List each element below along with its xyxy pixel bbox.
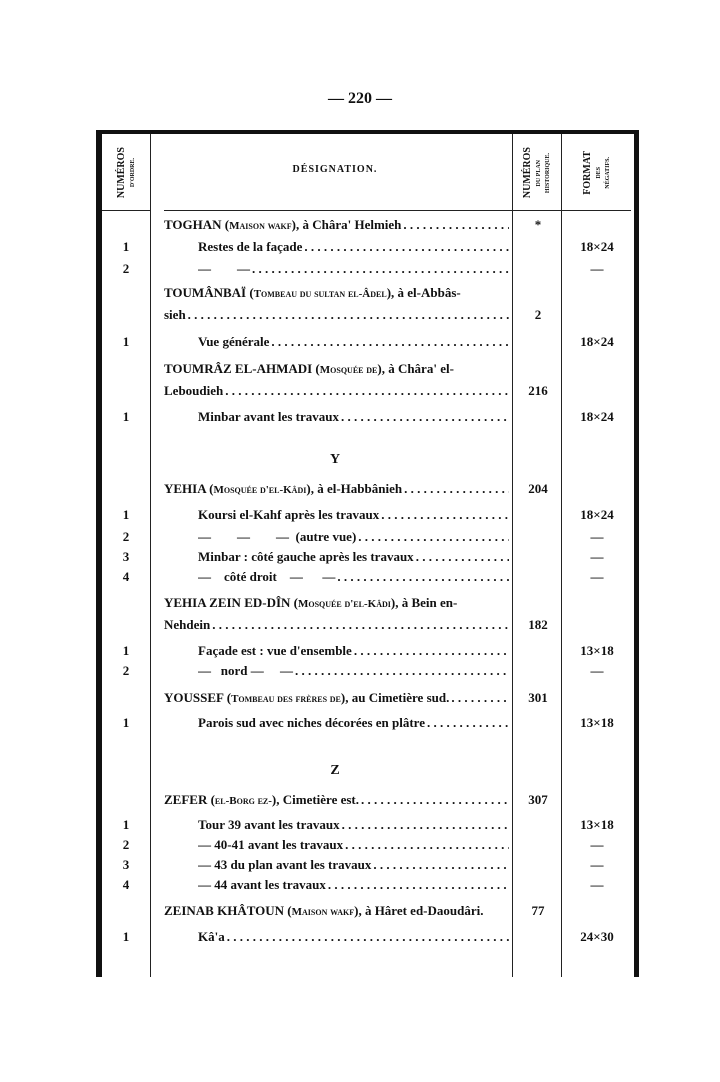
monument-designation (164, 283, 509, 304)
dot-leader (416, 547, 509, 567)
dot-leader (403, 215, 509, 236)
order-number: 1 (122, 239, 130, 254)
plan-number: 2 (534, 307, 542, 322)
negative-format: 13×18 (580, 715, 614, 730)
designation-text: — nord — — (198, 663, 293, 678)
table-row (102, 283, 634, 303)
order-number: 3 (122, 549, 130, 564)
designation (198, 661, 509, 681)
designation-text: Restes de la façade (198, 239, 303, 254)
order-number: 2 (122, 837, 130, 852)
order-number: 1 (122, 409, 130, 424)
dot-leader (381, 505, 509, 525)
header-rule (102, 210, 150, 211)
negative-format: 13×18 (580, 817, 614, 832)
table-row (102, 641, 634, 661)
monument-designation (164, 688, 509, 709)
monument-designation (164, 901, 509, 922)
dot-leader (342, 815, 509, 835)
dot-leader (451, 688, 509, 709)
header-rule (164, 210, 512, 211)
header-text: DU PLAN (536, 159, 542, 187)
designation-text (164, 215, 401, 236)
plan-number: 204 (528, 481, 548, 496)
designation-text: Leboudieh (164, 383, 224, 398)
header-numero-ordre (102, 140, 150, 206)
designation (198, 875, 509, 895)
designation (198, 927, 509, 947)
type-small-caps: Mosquée de (319, 364, 378, 376)
designation (164, 381, 509, 401)
location: ), à Hâret ed-Daoudâri. (354, 903, 484, 918)
location: ), à el-Abbâs- (386, 285, 461, 300)
table-row (102, 407, 634, 427)
dot-leader (361, 790, 509, 811)
section-letter: Y (329, 452, 341, 467)
name: YEHIA ( (164, 481, 214, 496)
order-number: 2 (122, 261, 130, 276)
table-row (102, 615, 634, 635)
name: ZEINAB KHÂTOUN ( (164, 903, 292, 918)
designation (164, 615, 509, 635)
location: ), à Bein en- (390, 595, 458, 610)
designation (164, 305, 509, 325)
designation-text: Tour 39 avant les travaux (198, 817, 340, 832)
table-row (102, 790, 634, 810)
dot-leader (427, 713, 509, 733)
order-number: 1 (122, 334, 130, 349)
location: ), au Cimetière sud. (340, 690, 450, 705)
type-small-caps: Tombeau des frères de (231, 693, 341, 705)
designation-text: Koursi el-Kahf après les travaux (198, 507, 380, 522)
order-number: 1 (122, 715, 130, 730)
order-number: 2 (122, 529, 130, 544)
header-rule (561, 210, 631, 211)
designation-text: Vue générale (198, 334, 270, 349)
type-small-caps: Mosquée d'el-Kâdi (298, 598, 391, 610)
header-text: NUMÉROS (522, 147, 533, 199)
table-row (102, 593, 634, 613)
negative-format: — (590, 569, 604, 584)
order-number: 4 (122, 569, 130, 584)
dot-leader (404, 479, 509, 500)
location: ), à Châra' el- (377, 361, 454, 376)
table-row (102, 815, 634, 835)
dot-leader (188, 305, 509, 325)
dot-leader (225, 381, 509, 401)
designation-text (164, 790, 359, 811)
monument-designation (164, 479, 509, 500)
dot-leader (227, 927, 509, 947)
designation-text (164, 479, 402, 500)
table-row (102, 332, 634, 352)
inventory-table (96, 130, 639, 977)
table-row (102, 237, 634, 257)
designation (198, 641, 509, 661)
name: TOGHAN ( (164, 217, 230, 232)
designation (198, 237, 509, 257)
designation-text: — 44 avant les travaux (198, 877, 326, 892)
designation-text: Parois sud avec niches décorées en plâtre (198, 715, 425, 730)
header-format (561, 140, 631, 206)
order-number: 1 (122, 929, 130, 944)
dot-leader (341, 407, 509, 427)
negative-format: 18×24 (580, 507, 614, 522)
name: TOUMÂNBAÏ ( (164, 285, 254, 300)
dot-leader (295, 661, 509, 681)
header-text: HISTORIQUE. (545, 152, 551, 194)
table-row (102, 661, 634, 681)
page-number: — 220 — (328, 90, 392, 107)
header-numero-plan (512, 140, 561, 206)
table-row (102, 215, 634, 235)
table-row (102, 305, 634, 325)
dot-leader (337, 567, 509, 587)
plan-number: 182 (528, 617, 548, 632)
negative-format: — (590, 261, 604, 276)
designation (198, 332, 509, 352)
designation (198, 835, 509, 855)
name: YOUSSEF ( (164, 690, 232, 705)
dot-leader (328, 875, 509, 895)
designation-text: Façade est : vue d'ensemble (198, 643, 352, 658)
designation-text (164, 688, 449, 709)
negative-format: — (590, 877, 604, 892)
table-row (102, 927, 634, 947)
designation-text: sieh (164, 307, 186, 322)
designation-text (164, 901, 484, 922)
monument-designation (164, 593, 509, 614)
table-row (102, 527, 634, 547)
table-row (102, 688, 634, 708)
negative-format: — (590, 837, 604, 852)
designation-text: Minbar avant les travaux (198, 409, 339, 424)
type-small-caps: Maison wakf (229, 220, 292, 232)
table-row (102, 479, 634, 499)
designation (198, 259, 509, 279)
order-number: 1 (122, 817, 130, 832)
table-row (102, 713, 634, 733)
dot-leader (252, 259, 509, 279)
type-small-caps: Maison wakf (291, 906, 355, 918)
table-row (102, 505, 634, 525)
header-text: NÉGATIFS. (604, 157, 611, 189)
header-text: NUMÉROS (116, 147, 127, 199)
negative-format: 18×24 (580, 239, 614, 254)
dot-leader (271, 332, 509, 352)
designation-text: — — (198, 261, 250, 276)
negative-format: — (590, 663, 604, 678)
designation-text: Nehdein (164, 617, 211, 632)
monument-designation (164, 359, 509, 380)
order-number: 1 (122, 643, 130, 658)
dot-leader (373, 855, 509, 875)
plan-number: 77 (531, 903, 545, 918)
header-rule (512, 210, 561, 211)
location: ), à el-Habbânieh (306, 481, 403, 496)
designation (198, 505, 509, 525)
location: ), à Châra' Helmieh (291, 217, 402, 232)
table-row (102, 875, 634, 895)
designation (198, 855, 509, 875)
plan-number: * (534, 217, 542, 232)
dot-leader (354, 641, 509, 661)
section-letter: Z (330, 763, 340, 778)
designation (198, 527, 509, 547)
table-row (102, 835, 634, 855)
designation-text: — côté droit — — (198, 569, 336, 584)
plan-number: 216 (528, 383, 548, 398)
designation-text: — 40-41 avant les travaux (198, 837, 344, 852)
dot-leader (304, 237, 509, 257)
type-small-caps: Mosquée d'el-Kâdi (213, 484, 307, 496)
table-row (102, 567, 634, 587)
name: TOUMRÂZ EL-AHMADI ( (164, 361, 320, 376)
designation-text (164, 593, 457, 614)
designation-text: — — — (autre vue) (198, 529, 357, 544)
designation-text: — 43 du plan avant les travaux (198, 857, 372, 872)
table-row (102, 381, 634, 401)
type-small-caps: Tombeau du sultan el-Âdel (253, 288, 387, 300)
location: ), Cimetière est. (271, 792, 360, 807)
designation-text (164, 359, 454, 380)
dot-leader (345, 835, 509, 855)
header-text: FORMAT (581, 151, 593, 195)
order-number: 3 (122, 857, 130, 872)
order-number: 1 (122, 507, 130, 522)
negative-format: 18×24 (580, 334, 614, 349)
monument-designation (164, 790, 509, 811)
designation-text: Kâ'a (198, 929, 225, 944)
table-row (102, 901, 634, 921)
table-row (102, 259, 634, 279)
designation-text (164, 283, 461, 304)
designation (198, 815, 509, 835)
table-row (102, 547, 634, 567)
section-letter-row (102, 450, 634, 470)
negative-format: — (590, 549, 604, 564)
dot-leader (358, 527, 509, 547)
designation (198, 547, 509, 567)
name: ZEFER ( (164, 792, 215, 807)
order-number: 2 (122, 663, 130, 678)
negative-format: — (590, 529, 604, 544)
monument-designation (164, 215, 509, 236)
negative-format: — (590, 857, 604, 872)
plan-number: 307 (528, 792, 548, 807)
type-small-caps: el-Borg ez- (214, 795, 272, 807)
table-row (102, 855, 634, 875)
dot-leader (212, 615, 509, 635)
designation (198, 713, 509, 733)
header-text: D'ORDRE. (130, 158, 136, 188)
designation (198, 407, 509, 427)
table-row (102, 359, 634, 379)
order-number: 4 (122, 877, 130, 892)
negative-format: 18×24 (580, 409, 614, 424)
designation-text: Minbar : côté gauche après les travaux (198, 549, 414, 564)
header-text: DES (595, 167, 602, 179)
plan-number: 301 (528, 690, 548, 705)
section-letter-row (102, 761, 634, 781)
designation (198, 567, 509, 587)
negative-format: 13×18 (580, 643, 614, 658)
header-designation: DÉSIGNATION. (292, 164, 378, 175)
negative-format: 24×30 (580, 929, 614, 944)
name: YEHIA ZEIN ED-DÎN ( (164, 595, 298, 610)
